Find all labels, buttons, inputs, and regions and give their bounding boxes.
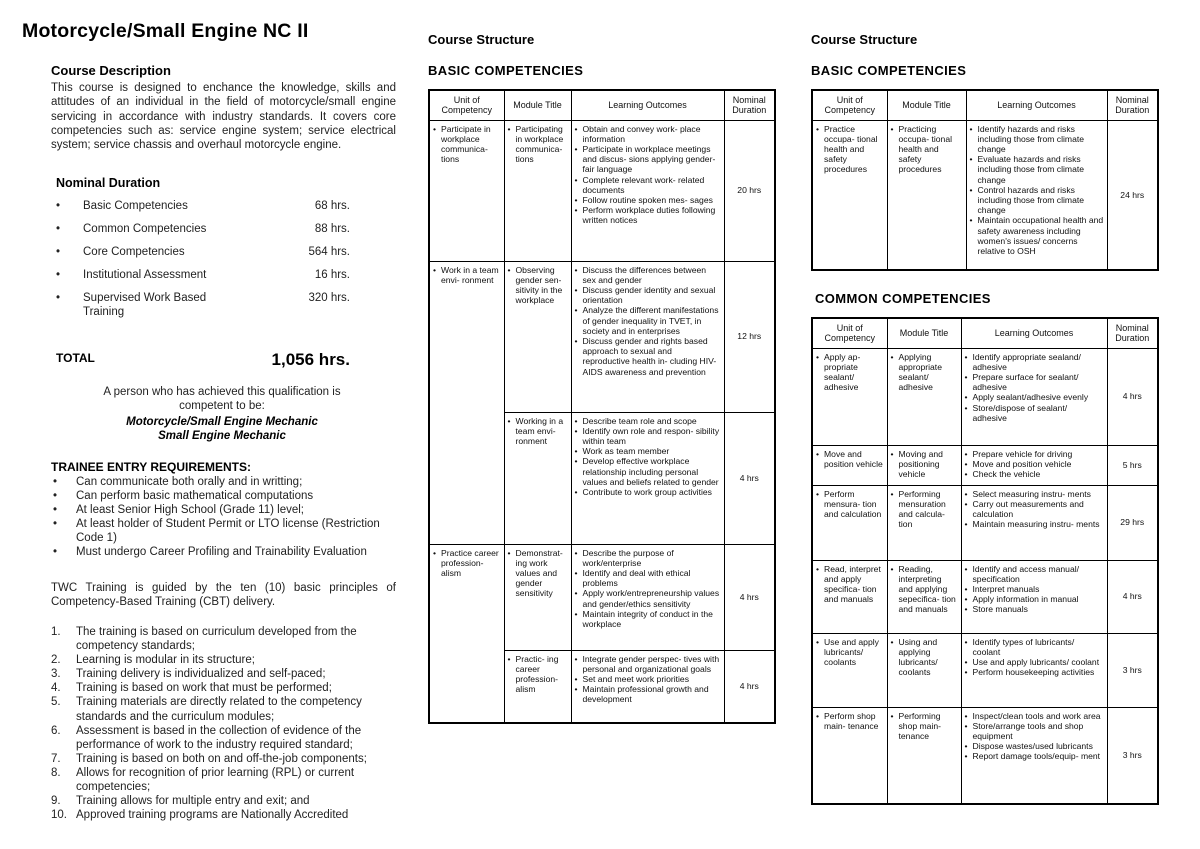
common-competencies-title: COMMON COMPETENCIES xyxy=(815,291,991,306)
table-row xyxy=(812,560,1158,633)
unit-cell: • Apply ap- propriate sealant/ adhesive xyxy=(812,348,887,445)
outcomes-cell: • Identify types of lubricants/ coolant • Use and apply lubricants/ coolant • Perform housekeeping activities xyxy=(961,633,1107,707)
outcomes-cell: • Select measuring instru- ments • Carry out measurements and calculation • Maintain measuring instru- ments xyxy=(961,485,1107,560)
unit-cell: • Practice occupa- tional health and safety procedures xyxy=(812,120,887,270)
table-header-row xyxy=(812,318,1158,348)
unit-cell: • Perform shop main- tenance xyxy=(812,707,887,804)
basic-competencies-table xyxy=(811,89,1159,271)
duration-label: Core Competencies xyxy=(83,246,185,258)
duration-cell: 12 hrs xyxy=(724,261,775,412)
column-header: Learning Outcomes xyxy=(961,318,1107,348)
duration-cell: 20 hrs xyxy=(724,120,775,261)
job-title: Motorcycle/Small Engine Mechanic xyxy=(126,416,318,428)
duration-cell: 4 hrs xyxy=(1107,560,1158,633)
achieved-text: A person who has achieved this qualification is competent to be: xyxy=(103,386,341,413)
table-row xyxy=(812,445,1158,485)
table-header-row xyxy=(812,90,1158,120)
outcomes-cell: • Describe team role and scope • Identify own role and respon- sibility within team • Work as team member • Develop effective workplace relationship including personal values and beliefs related to gender • Contribute to work group activities xyxy=(571,412,724,544)
unit-cell: • Move and position vehicle xyxy=(812,445,887,485)
column-header: Learning Outcomes xyxy=(571,90,724,120)
module-cell: • Reading, interpreting and applying sepecifica- tion and manuals xyxy=(887,560,961,633)
outcomes-cell: • Identify appropriate sealand/ adhesive • Prepare surface for sealant/ adhesive • Apply sealant/adhesive evenly • Store/dispose of sealant/ adhesive xyxy=(961,348,1107,445)
basic-competencies-table-wrap xyxy=(428,89,774,724)
list-item: 2. Learning is modular in its structure; xyxy=(51,654,255,667)
duration-hours: 16 hrs. xyxy=(314,269,350,281)
module-cell: • Practicing occupa- tional health and safety procedures xyxy=(887,120,966,270)
nominal-duration-heading: Nominal Duration xyxy=(56,176,161,190)
duration-label: Common Competencies xyxy=(83,223,207,235)
basic-competencies-table xyxy=(428,89,776,724)
outcomes-cell: • Integrate gender perspec- tives with personal and organizational goals • Set and meet work priorities • Maintain professional growth and development xyxy=(571,650,724,723)
outcomes-cell: • Identify and access manual/ specification • Interpret manuals • Apply information in manual • Store manuals xyxy=(961,560,1107,633)
entry-requirements-list xyxy=(51,475,396,560)
unit-cell: • Use and apply lubricants/ coolants xyxy=(812,633,887,707)
list-item: 10. Approved training programs are Nationally Accredited xyxy=(51,809,349,822)
column-header: Nominal Duration xyxy=(724,90,775,120)
outcomes-cell: • Obtain and convey work- place information • Participate in workplace meetings and discus- sions applying gender-fair language • Complete relevant work- related documents • Follow routine spoken mes- sages • Perform workplace duties following written notices xyxy=(571,120,724,261)
duration-cell: 24 hrs xyxy=(1107,120,1158,270)
course-structure-title: Course Structure xyxy=(428,32,535,47)
list-item: 6. Assessment is based in the collection of evidence of the performance of work to the industry required standard; xyxy=(51,724,362,751)
course-description-heading: Course Description xyxy=(51,63,171,78)
page-title: Motorcycle/Small Engine NC II xyxy=(22,20,309,42)
job-title: Small Engine Mechanic xyxy=(158,430,286,442)
unit-cell: • Work in a team envi- ronment xyxy=(429,261,504,544)
outcomes-cell: • Identify hazards and risks including those from climate change • Evaluate hazards and risks including those from climate change • Control hazards and risks including those from climate change • Maintain occupational health and safety awareness including women's issues/ concerns relative to OSH xyxy=(966,120,1107,270)
table-row xyxy=(812,485,1158,560)
module-cell: • Using and applying lubricants/ coolants xyxy=(887,633,961,707)
duration-label: Basic Competencies xyxy=(83,200,188,212)
module-cell: • Practic- ing career profession- alism xyxy=(504,650,571,723)
course-description-text: This course is designed to enchance the knowledge, skills and attitudes of an individual in the field of motorcycle/small engine servicing in accordance with industry standards. It covers core competencies such as: service engine system; service electrical system; service chassis and overhaul motorcycle engine. xyxy=(51,82,396,152)
list-item: 7. Training is based on both on and off-the-job components; xyxy=(51,752,367,765)
table-row xyxy=(429,544,775,650)
list-item: • At least holder of Student Permit or LTO license (Restriction Code 1) xyxy=(51,517,396,545)
list-item: • Must undergo Career Profiling and Trainability Evaluation xyxy=(51,545,396,559)
table-row xyxy=(812,633,1158,707)
osh-table-wrap xyxy=(811,89,1157,271)
list-item: • At least Senior High School (Grade 11) level; xyxy=(51,503,396,517)
list-item: 3. Training delivery is individualized and self-paced; xyxy=(51,668,326,681)
duration-cell: 3 hrs xyxy=(1107,633,1158,707)
outcomes-cell: • Describe the purpose of work/enterprise • Identify and deal with ethical problems • Apply work/entrepreneurship values and gender/ethics sensitivity • Maintain integrity of conduct in the workplace xyxy=(571,544,724,650)
unit-cell: • Perform mensura- tion and calculation xyxy=(812,485,887,560)
basic-competencies-title: BASIC COMPETENCIES xyxy=(428,63,584,78)
principles-list xyxy=(51,625,396,822)
duration-cell: 29 hrs xyxy=(1107,485,1158,560)
column-header: Module Title xyxy=(887,90,966,120)
column-header: Unit of Competency xyxy=(812,90,887,120)
course-structure-title: Course Structure xyxy=(811,32,918,47)
basic-competencies-title: BASIC COMPETENCIES xyxy=(811,63,967,78)
common-table-wrap xyxy=(811,317,1157,805)
column-header: Unit of Competency xyxy=(429,90,504,120)
duration-label: Institutional Assessment xyxy=(83,269,207,281)
duration-cell: 4 hrs xyxy=(724,544,775,650)
module-cell: • Demonstrat- ing work values and gender sensitivity xyxy=(504,544,571,650)
column-header: Nominal Duration xyxy=(1107,90,1158,120)
column-header: Module Title xyxy=(504,90,571,120)
duration-label: Supervised Work Based Training xyxy=(83,292,207,318)
twc-text: TWC Training is guided by the ten (10) basic principles of Competency-Based Training (CBT) delivery. xyxy=(51,582,396,609)
duration-hours: 68 hrs. xyxy=(314,200,350,212)
entry-requirements-heading: TRAINEE ENTRY REQUIREMENTS: xyxy=(51,460,252,474)
duration-cell: 4 hrs xyxy=(724,412,775,544)
module-cell: • Moving and positioning vehicle xyxy=(887,445,961,485)
table-row xyxy=(429,120,775,261)
table-header-row xyxy=(429,90,775,120)
module-cell: • Participating in workplace communica- tions xyxy=(504,120,571,261)
table-row xyxy=(812,348,1158,445)
outcomes-cell: • Inspect/clean tools and work area • Store/arrange tools and shop equipment • Dispose wastes/used lubricants • Report damage tools/equip- ment xyxy=(961,707,1107,804)
module-cell: • Performing shop main- tenance xyxy=(887,707,961,804)
unit-cell: • Read, interpret and apply specifica- tion and manuals xyxy=(812,560,887,633)
duration-hours: 320 hrs. xyxy=(308,292,350,304)
column-header: Learning Outcomes xyxy=(966,90,1107,120)
table-row xyxy=(429,261,775,412)
table-row xyxy=(812,707,1158,804)
unit-cell: • Participate in workplace communica- tions xyxy=(429,120,504,261)
column-header: Unit of Competency xyxy=(812,318,887,348)
list-item: • Can communicate both orally and in writting; xyxy=(51,475,396,489)
outcomes-cell: • Prepare vehicle for driving • Move and position vehicle • Check the vehicle xyxy=(961,445,1107,485)
duration-cell: 4 hrs xyxy=(1107,348,1158,445)
duration-cell: 3 hrs xyxy=(1107,707,1158,804)
table-row xyxy=(812,120,1158,270)
column-header: Module Title xyxy=(887,318,961,348)
list-item: 8. Allows for recognition of prior learning (RPL) or current competencies; xyxy=(51,766,355,794)
duration-hours: 564 hrs. xyxy=(308,246,350,258)
module-cell: • Working in a team envi- ronment xyxy=(504,412,571,544)
list-item: 5. Training materials are directly related to the competency standards and the curriculum modules; xyxy=(51,696,362,723)
common-competencies-table xyxy=(811,317,1159,805)
column-header: Nominal Duration xyxy=(1107,318,1158,348)
list-item: 9. Training allows for multiple entry and exit; and xyxy=(51,795,310,808)
list-item: 4. Training is based on work that must be performed; xyxy=(51,682,332,695)
total-value: 1,056 hrs. xyxy=(271,350,350,369)
total-label: TOTAL xyxy=(56,351,95,365)
unit-cell: • Practice career profession- alism xyxy=(429,544,504,723)
list-item: • Can perform basic mathematical computations xyxy=(51,489,396,503)
duration-hours: 88 hrs. xyxy=(314,223,350,235)
outcomes-cell: • Discuss the differences between sex and gender • Discuss gender identity and sexual orientation • Analyze the different manifestations of gender inequality in TVET, in society and in enterprises • Discuss gender and rights based approach to sexual and reproductive health in- cluding HIV-AIDS awareness and prevention xyxy=(571,261,724,412)
module-cell: • Applying appropriate sealant/ adhesive xyxy=(887,348,961,445)
module-cell: • Observing gender sen- sitivity in the workplace xyxy=(504,261,571,412)
module-cell: • Performing mensuration and calcula- tion xyxy=(887,485,961,560)
duration-cell: 4 hrs xyxy=(724,650,775,723)
duration-cell: 5 hrs xyxy=(1107,445,1158,485)
list-item: 1. The training is based on curriculum developed from the competency standards; xyxy=(51,626,357,653)
